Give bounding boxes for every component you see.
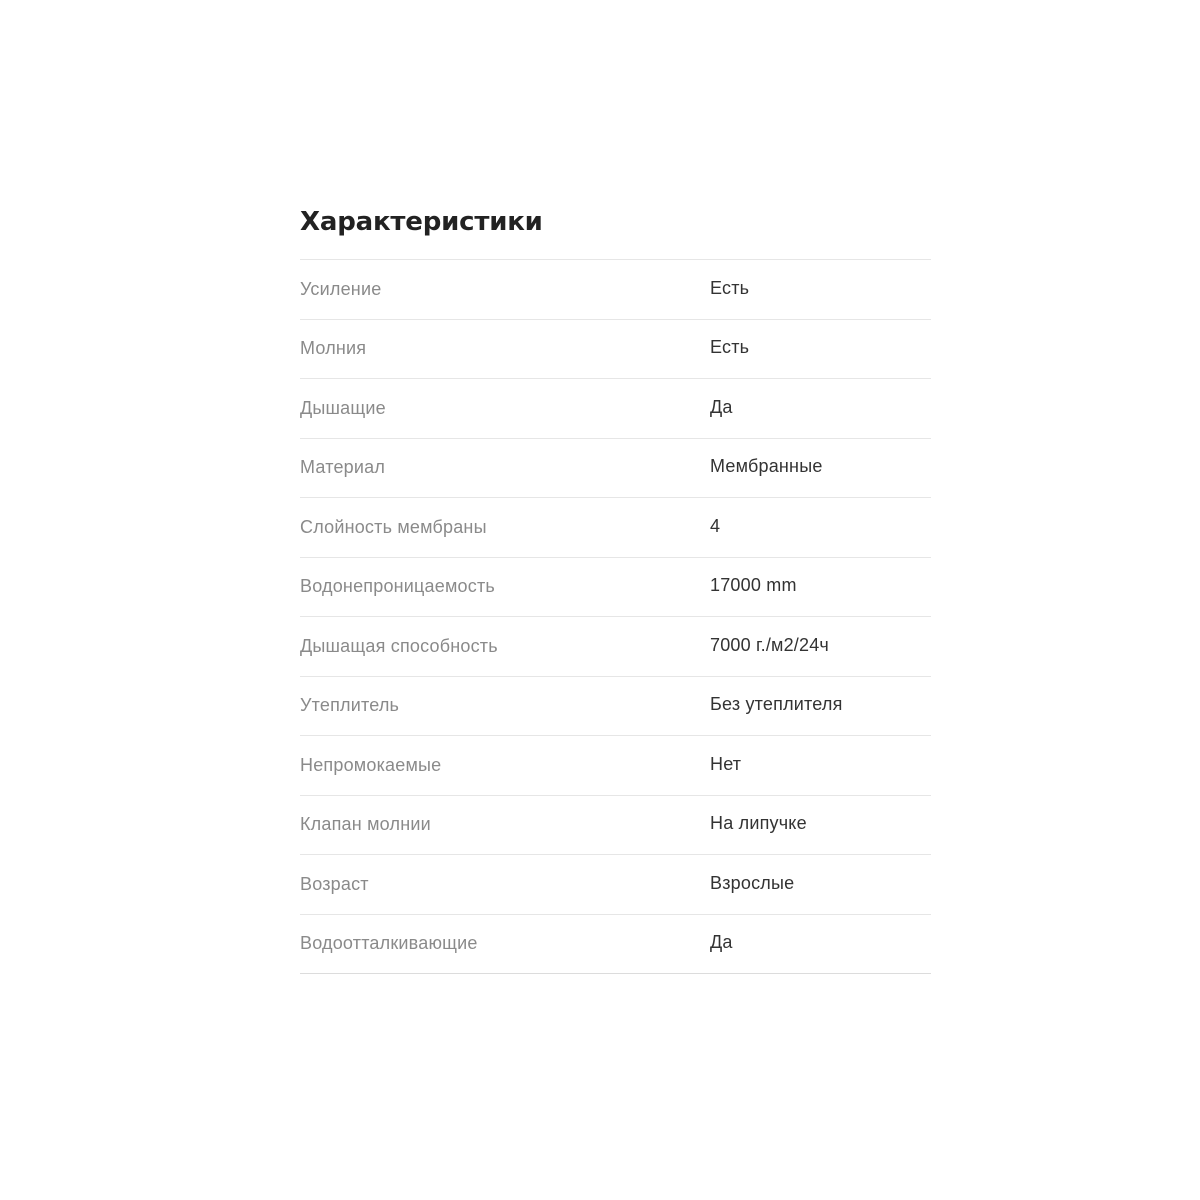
spec-value: Есть — [710, 277, 750, 298]
spec-value: 4 — [710, 515, 721, 536]
spec-value: Да — [710, 396, 733, 417]
spec-value: 7000 г./м2/24ч — [710, 634, 830, 655]
spec-value: Нет — [710, 753, 742, 774]
spec-value: Мембранные — [710, 456, 823, 477]
spec-name: Усиление — [300, 278, 382, 299]
spec-row-age — [300, 855, 931, 915]
specifications-title: Характеристики — [300, 207, 543, 237]
spec-name: Водонепроницаемость — [300, 576, 495, 597]
spec-row-zipper — [300, 320, 931, 380]
spec-name: Слойность мембраны — [300, 516, 487, 537]
spec-row-zipper-flap — [300, 796, 931, 856]
spec-value: Взрослые — [710, 872, 795, 893]
spec-row-insulation — [300, 677, 931, 737]
spec-name: Дышащая способность — [300, 635, 498, 656]
spec-name: Материал — [300, 457, 386, 478]
spec-row-reinforcement — [300, 260, 931, 320]
spec-value: Есть — [710, 337, 750, 358]
spec-row-water-repellent — [300, 915, 931, 975]
spec-value: 17000 mm — [710, 575, 797, 596]
spec-value: Да — [710, 932, 733, 953]
spec-row-waterproof — [300, 736, 931, 796]
spec-name: Молния — [300, 338, 367, 359]
spec-name: Непромокаемые — [300, 754, 442, 775]
spec-name: Водоотталкивающие — [300, 933, 478, 954]
spec-value: Без утеплителя — [710, 694, 843, 715]
spec-row-breathability — [300, 617, 931, 677]
spec-row-material — [300, 439, 931, 499]
spec-row-breathable — [300, 379, 931, 439]
spec-row-membrane-layers — [300, 498, 931, 558]
spec-name: Дышащие — [300, 397, 386, 418]
specifications-section — [300, 204, 931, 974]
spec-row-waterproofness — [300, 558, 931, 618]
spec-name: Клапан молнии — [300, 814, 431, 835]
spec-name: Утеплитель — [300, 695, 400, 716]
spec-name: Возраст — [300, 873, 369, 894]
specifications-table — [300, 259, 931, 974]
spec-value: На липучке — [710, 813, 807, 834]
